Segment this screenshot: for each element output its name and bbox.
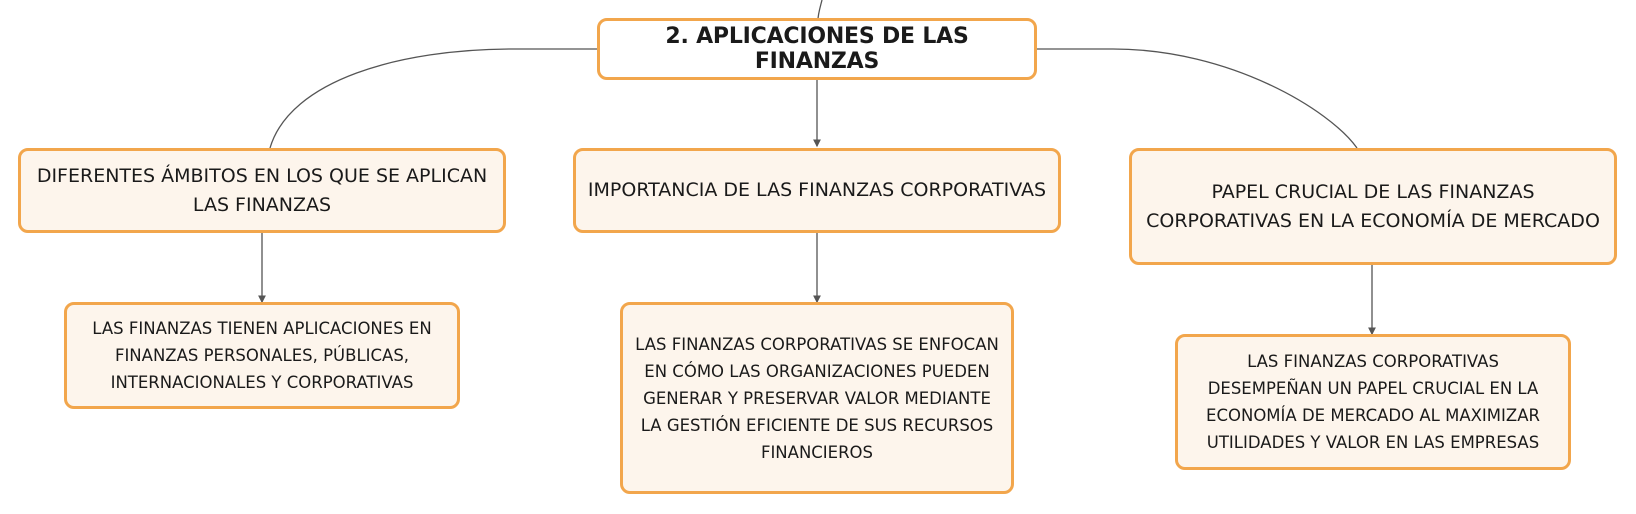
connector-root-to-branch-3 (1037, 49, 1357, 148)
detail-node-ambitos[interactable] (64, 302, 460, 409)
detail-node-label: LAS FINANZAS CORPORATIVAS DESEMPEÑAN UN PAPEL CRUCIAL EN LA ECONOMÍA DE MERCADO AL MAXIMIZAR UTILIDADES Y VALOR EN LAS EMPRESAS (1206, 352, 1540, 452)
detail-node-label: LAS FINANZAS TIENEN APLICACIONES EN FINANZAS PERSONALES, PÚBLICAS, INTERNACIONALES Y CORPORATIVAS (92, 319, 432, 392)
connector-from-parent (818, 0, 822, 20)
detail-node-label: LAS FINANZAS CORPORATIVAS SE ENFOCAN EN CÓMO LAS ORGANIZACIONES PUEDEN GENERAR Y PRESERVAR VALOR MEDIANTE LA GESTIÓN EFICIENTE DE SUS RECURSOS FINANCIEROS (635, 334, 999, 462)
root-node-label: 2. APLICACIONES DE LAS FINANZAS (665, 24, 969, 74)
detail-node-importancia[interactable] (620, 302, 1014, 494)
connector-root-to-branch-1 (270, 49, 598, 148)
branch-node-papel-crucial[interactable] (1129, 148, 1617, 265)
branch-node-importancia[interactable] (573, 148, 1061, 233)
branch-node-label: IMPORTANCIA DE LAS FINANZAS CORPORATIVAS (587, 179, 1047, 201)
detail-node-papel-crucial[interactable] (1175, 334, 1571, 470)
root-node[interactable] (597, 18, 1037, 80)
branch-node-ambitos[interactable] (18, 148, 506, 233)
branch-node-label: DIFERENTES ÁMBITOS EN LOS QUE SE APLICAN LAS FINANZAS (36, 164, 488, 216)
branch-node-label: PAPEL CRUCIAL DE LAS FINANZAS CORPORATIVAS EN LA ECONOMÍA DE MERCADO (1146, 180, 1600, 232)
